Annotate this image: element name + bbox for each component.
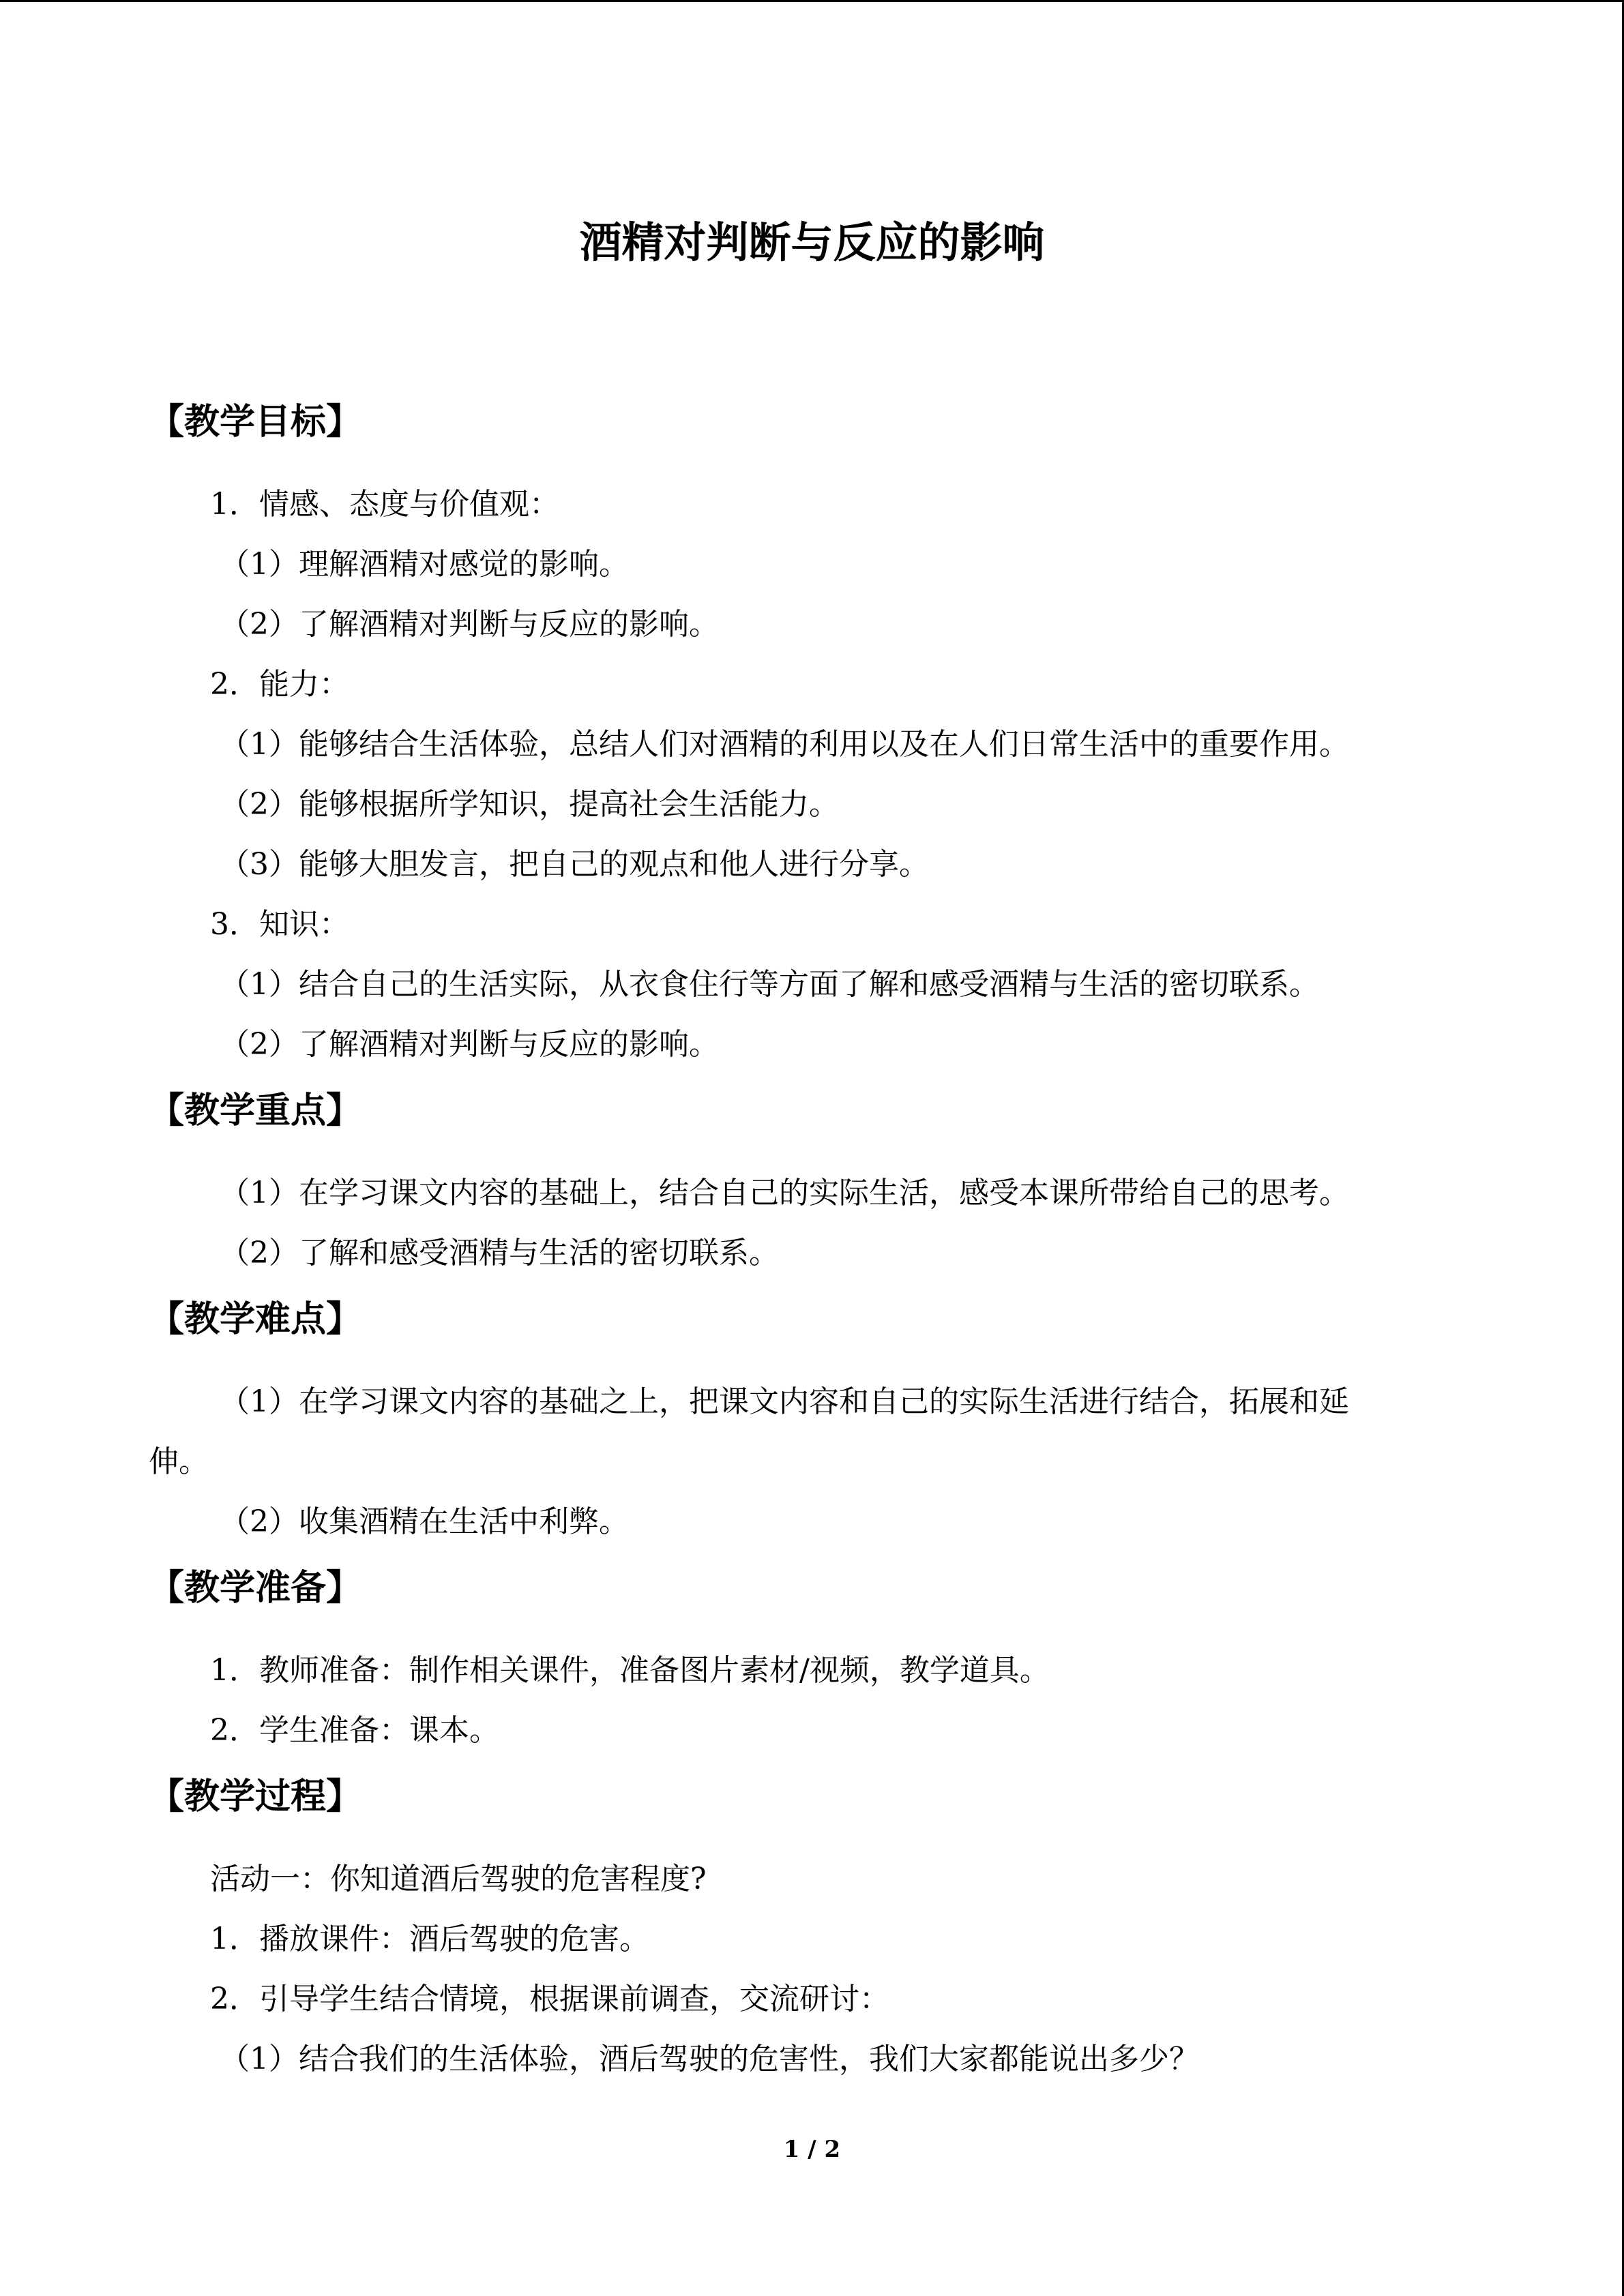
preparation-line: 2．学生准备：课本。	[210, 1713, 499, 1748]
objectives-line: 3．知识：	[210, 907, 349, 942]
objectives-line: 1．情感、态度与价值观：	[210, 487, 559, 522]
difficulties-line: （1）在学习课文内容的基础之上，把课文内容和自己的实际生活进行结合，拓展和延	[220, 1384, 1349, 1419]
process-line: 2．引导学生结合情境，根据课前调查，交流研讨：	[210, 1982, 889, 2016]
heading-key-points: 【教学重点】	[149, 1090, 362, 1131]
process-line: 活动一：你知道酒后驾驶的危害程度?	[210, 1862, 707, 1896]
heading-preparation: 【教学准备】	[149, 1567, 362, 1609]
preparation-line: 1．教师准备：制作相关课件，准备图片素材/视频，教学道具。	[210, 1653, 1050, 1688]
objectives-line: （2）了解酒精对判断与反应的影响。	[220, 1027, 719, 1062]
objectives-line: （1）结合自己的生活实际，从衣食住行等方面了解和感受酒精与生活的密切联系。	[220, 967, 1319, 1002]
objectives-line: （2）能够根据所学知识，提高社会生活能力。	[220, 787, 839, 822]
objectives-line: 2．能力：	[210, 667, 349, 702]
heading-teaching-process: 【教学过程】	[149, 1776, 362, 1817]
key-points-line: （2）了解和感受酒精与生活的密切联系。	[220, 1236, 779, 1270]
objectives-line: （1）能够结合生活体验，总结人们对酒精的利用以及在人们日常生活中的重要作用。	[220, 727, 1349, 762]
objectives-line: （2）了解酒精对判断与反应的影响。	[220, 607, 719, 642]
page-number: 1 / 2	[783, 2136, 841, 2163]
key-points-line: （1）在学习课文内容的基础上，结合自己的实际生活，感受本课所带给自己的思考。	[220, 1176, 1349, 1210]
heading-teaching-objectives: 【教学目标】	[149, 401, 362, 443]
heading-difficulties: 【教学难点】	[149, 1298, 362, 1340]
process-line: （1）结合我们的生活体验，酒后驾驶的危害性，我们大家都能说出多少？	[220, 2042, 1199, 2076]
difficulties-line: 伸。	[149, 1444, 209, 1479]
process-line: 1．播放课件：酒后驾驶的危害。	[210, 1922, 649, 1956]
difficulties-line: （2）收集酒精在生活中利弊。	[220, 1504, 629, 1539]
objectives-line: （3）能够大胆发言，把自己的观点和他人进行分享。	[220, 847, 929, 882]
document-title: 酒精对判断与反应的影响	[579, 218, 1045, 267]
objectives-line: （1）理解酒精对感觉的影响。	[220, 547, 629, 582]
